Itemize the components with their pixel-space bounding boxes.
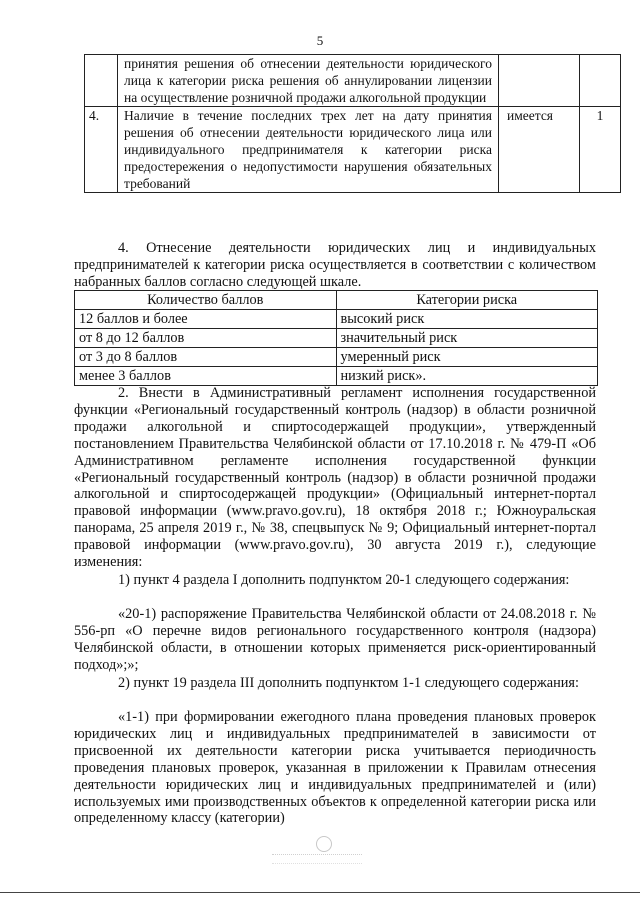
risk-criteria-table <box>84 54 621 193</box>
risk-scale-table <box>74 290 598 386</box>
table-row <box>75 310 598 329</box>
criterion-score: 1 <box>580 107 621 193</box>
criterion-text: принятия решения об отнесении деятельности юридического лица к категории риска решения об аннулировании лицензии на осуществление розничной продажи алкогольной продукции <box>118 55 499 107</box>
criterion-presence <box>499 55 580 107</box>
row-number: 4. <box>85 107 118 193</box>
table-row <box>75 348 598 367</box>
table-row <box>85 55 621 107</box>
criterion-score <box>580 55 621 107</box>
column-header: Количество баллов <box>75 291 337 310</box>
stamp-mark <box>316 836 332 852</box>
amendment-item-1-text: «20-1) распоряжение Правительства Челябинской области от 24.08.2018 г. № 556-рп «О перечне видов регионального государственного контроля (надзора) Челябинской области, в отношении которых применяется риск-ориентированный подход»;»; <box>74 606 596 673</box>
paragraph-2: 2. Внести в Административный регламент исполнения государственной функции «Региональный государственный контроль (надзор) в области розничной продажи алкогольной и спиртосодержащей продукции», утвержденный постановлением Правительства Челябинской области от 17.10.2018 г. № 479-П «Об Административном регламенте исполнения государственной функции «Региональный государственный контроль (надзор) в области розничной продажи алкогольной и спиртосодержащей продукции» (Официальный интернет-портал правовой информации (www.pravo.gov.ru), 18 октября 2018 г.; Южноуральская панорама, 25 апреля 2019 г., № 38, спецвыпуск № 9; Официальный интернет-портал правовой информации (www.pravo.gov.ru), 30 августа 2019 г.), следующие изменения: <box>74 385 596 571</box>
risk-category: значительный риск <box>336 329 598 348</box>
score-range: от 8 до 12 баллов <box>75 329 337 348</box>
page-number: 5 <box>316 33 324 48</box>
table-row <box>85 107 621 193</box>
column-header: Категории риска <box>336 291 598 310</box>
score-range: от 3 до 8 баллов <box>75 348 337 367</box>
paragraph-4: 4. Отнесение деятельности юридических лиц и индивидуальных предпринимателей к категории риска осуществляется в соответствии с количеством набранных баллов согласно следующей шкале. <box>74 240 596 290</box>
row-number <box>85 55 118 107</box>
table-row <box>75 367 598 386</box>
table-row <box>75 329 598 348</box>
amendment-item-2-text: «1-1) при формировании ежегодного плана проведения плановых проверок юридических лиц и индивидуальных предпринимателей в зависимости от присвоенной их деятельности категории риска учитывается периодичность проведения плановых проверок, указанная в приложении к Правилам отнесения деятельности юридических лиц и индивидуальных предпринимателей и (или) используемых ими производственных объектов к определенной категории риска или определенному классу (категории) <box>74 709 596 827</box>
criterion-presence: имеется <box>499 107 580 193</box>
criterion-text: Наличие в течение последних трех лет на дату принятия решения об отнесении деятельности юридического лица или индивидуального предпринимателя к категории риска предостережения о недопустимости нарушения обязательных требований <box>118 107 499 193</box>
table-header-row <box>75 291 598 310</box>
risk-category: умеренный риск <box>336 348 598 367</box>
score-range: менее 3 баллов <box>75 367 337 386</box>
risk-category: высокий риск <box>336 310 598 329</box>
risk-category: низкий риск». <box>336 367 598 386</box>
score-range: 12 баллов и более <box>75 310 337 329</box>
amendment-item-2: 2) пункт 19 раздела III дополнить подпунктом 1-1 следующего содержания: <box>118 675 579 691</box>
page-bottom-rule <box>0 892 640 893</box>
amendment-item-1: 1) пункт 4 раздела I дополнить подпунктом 20-1 следующего содержания: <box>118 572 570 588</box>
faint-scan-mark <box>272 854 362 864</box>
